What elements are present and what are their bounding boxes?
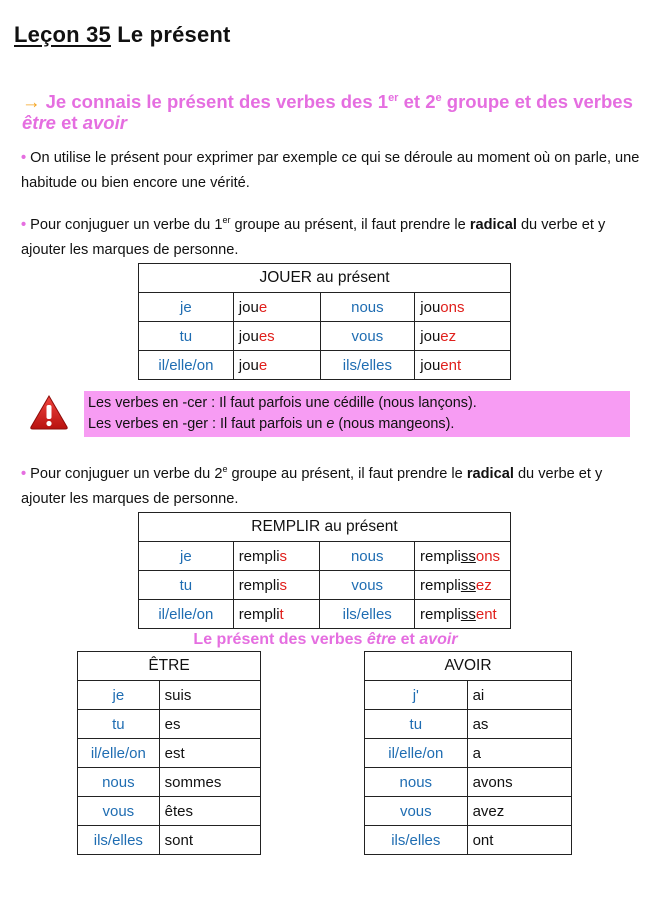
verb-infix: ss xyxy=(460,547,476,565)
group1-radical: radical xyxy=(469,217,517,233)
table-row xyxy=(78,681,261,710)
pronoun-cell: il/elle/on xyxy=(365,739,468,768)
verb-stem: jou xyxy=(420,356,441,374)
verb-cell xyxy=(233,322,320,351)
verb-stem: jou xyxy=(238,298,259,316)
remplir-table xyxy=(138,512,511,629)
verb-cell: avons xyxy=(467,768,571,797)
pronoun-cell: il/elle/on xyxy=(139,351,234,380)
pronoun-cell: ils/elles xyxy=(78,826,160,855)
verb-cell xyxy=(233,542,320,571)
group1-text-a: Pour conjuguer un verbe du 1 xyxy=(30,217,223,233)
pronoun-cell: je xyxy=(139,293,234,322)
verb-cell xyxy=(415,600,511,629)
verb-cell xyxy=(233,600,320,629)
etre-table-header: ÊTRE xyxy=(78,652,261,681)
verb-stem: rempli xyxy=(420,547,461,565)
verb-ending: es xyxy=(258,327,275,345)
verb-cell: ont xyxy=(467,826,571,855)
table-header-row xyxy=(365,652,572,681)
table-row xyxy=(365,768,572,797)
table-row xyxy=(139,322,511,351)
heading-text-start: Je connais le présent des verbes des 1 xyxy=(45,91,389,112)
verb-stem: rempli xyxy=(420,605,461,623)
verb-ending: e xyxy=(258,356,268,374)
subtitle-and: et xyxy=(396,631,420,648)
warning-box xyxy=(84,391,630,437)
pronoun-cell: ils/elles xyxy=(365,826,468,855)
verb-cell xyxy=(415,293,511,322)
table-row xyxy=(78,797,261,826)
table-row xyxy=(139,351,511,380)
verb-stem: rempli xyxy=(238,605,280,623)
verb-ending: ez xyxy=(475,576,492,594)
verb-cell xyxy=(233,293,320,322)
warning-line-2-b: (nous mangeons). xyxy=(334,416,455,432)
group1-sup: er xyxy=(222,215,231,226)
table-row xyxy=(365,710,572,739)
subtitle-verb-avoir: avoir xyxy=(419,631,458,648)
pronoun-cell: vous xyxy=(365,797,468,826)
verb-cell xyxy=(415,322,511,351)
intro-text: On utilise le présent pour exprimer par exemple ce qui se déroule au moment où on parle, une habitude ou bien encore une vérité. xyxy=(21,150,640,191)
bullet-icon: • xyxy=(21,150,27,166)
table-row xyxy=(139,293,511,322)
table-row xyxy=(78,826,261,855)
jouer-table-header: JOUER au présent xyxy=(139,264,511,293)
avoir-table-header: AVOIR xyxy=(365,652,572,681)
pronoun-cell: tu xyxy=(139,322,234,351)
verb-stem: jou xyxy=(238,356,259,374)
table-row xyxy=(139,600,511,629)
pronoun-cell: je xyxy=(78,681,160,710)
pronoun-cell: ils/elles xyxy=(320,351,415,380)
verb-ending: ent xyxy=(475,605,497,623)
table-header-row xyxy=(139,513,511,542)
group1-text-c: du verbe et y ajouter les marques de personne. xyxy=(21,217,606,258)
group2-text-a: Pour conjuguer un verbe du 2 xyxy=(30,466,223,482)
arrow-icon: → xyxy=(22,91,41,112)
heading-sup-1: er xyxy=(388,91,399,104)
lesson-number: Leçon 35 xyxy=(14,22,111,47)
verb-stem: jou xyxy=(420,298,441,316)
warning-line-2-em: e xyxy=(326,416,335,432)
heading-and: et xyxy=(55,112,83,133)
pronoun-cell: nous xyxy=(320,293,415,322)
verb-ending: s xyxy=(279,576,288,594)
page-title xyxy=(14,22,231,48)
verb-cell: avez xyxy=(467,797,571,826)
table-row xyxy=(78,739,261,768)
avoir-table xyxy=(364,651,572,855)
pronoun-cell: vous xyxy=(320,571,415,600)
verb-ending: ons xyxy=(475,547,501,565)
warning-line-2 xyxy=(88,414,630,435)
verb-cell xyxy=(415,571,511,600)
verb-cell: sont xyxy=(159,826,260,855)
table-row xyxy=(365,739,572,768)
group2-text-c: du verbe et y ajouter les marques de personne. xyxy=(21,466,603,507)
pronoun-cell: il/elle/on xyxy=(139,600,234,629)
pronoun-cell: tu xyxy=(139,571,234,600)
heading-verb-avoir: avoir xyxy=(82,112,127,133)
pronoun-cell: tu xyxy=(78,710,160,739)
pronoun-cell: ils/elles xyxy=(320,600,415,629)
heading-verb-etre: être xyxy=(22,112,56,133)
verb-ending: ons xyxy=(440,298,465,316)
verb-ending: t xyxy=(279,605,284,623)
pronoun-cell: nous xyxy=(365,768,468,797)
verb-cell xyxy=(233,351,320,380)
verb-stem: rempli xyxy=(420,576,461,594)
section-heading xyxy=(22,91,637,133)
group1-text-b: groupe au présent, il faut prendre le xyxy=(230,217,470,233)
verb-stem: rempli xyxy=(238,576,280,594)
warning-line-2-a: Les verbes en -ger : Il faut parfois un xyxy=(88,416,327,432)
verb-stem: jou xyxy=(238,327,259,345)
warning-triangle-icon xyxy=(29,394,69,430)
group2-text-b: groupe au présent, il faut prendre le xyxy=(227,466,467,482)
intro-paragraph xyxy=(21,146,641,195)
heading-sup-2: e xyxy=(435,91,442,104)
subtitle-text: Le présent des verbes xyxy=(193,631,367,648)
table-row xyxy=(78,710,261,739)
table-row xyxy=(365,797,572,826)
verb-infix: ss xyxy=(460,576,476,594)
jouer-table xyxy=(138,263,511,380)
verb-ending: ez xyxy=(440,327,457,345)
bullet-icon: • xyxy=(21,217,27,233)
table-row xyxy=(365,826,572,855)
group2-sup: e xyxy=(222,464,228,475)
verb-cell xyxy=(233,571,320,600)
verb-stem: jou xyxy=(420,327,441,345)
verb-infix: ss xyxy=(460,605,476,623)
group2-paragraph xyxy=(21,462,641,511)
verb-cell xyxy=(415,351,511,380)
pronoun-cell: tu xyxy=(365,710,468,739)
pronoun-cell: il/elle/on xyxy=(78,739,160,768)
table-header-row xyxy=(139,264,511,293)
verb-cell: ai xyxy=(467,681,571,710)
pronoun-cell: nous xyxy=(78,768,160,797)
bullet-icon: • xyxy=(21,466,27,482)
verb-cell xyxy=(415,542,511,571)
pronoun-cell: vous xyxy=(320,322,415,351)
table-row xyxy=(365,681,572,710)
pronoun-cell: je xyxy=(139,542,234,571)
verb-stem: rempli xyxy=(238,547,280,565)
heading-text-end: groupe et des verbes xyxy=(441,91,633,112)
pronoun-cell: nous xyxy=(320,542,415,571)
remplir-table-header: REMPLIR au présent xyxy=(139,513,511,542)
verb-cell: êtes xyxy=(159,797,260,826)
etre-table xyxy=(77,651,261,855)
table-row xyxy=(139,542,511,571)
verb-cell: es xyxy=(159,710,260,739)
verb-cell: est xyxy=(159,739,260,768)
verb-cell: sommes xyxy=(159,768,260,797)
warning-line-1: Les verbes en -cer : Il faut parfois une cédille (nous lançons). xyxy=(88,395,477,411)
verb-ending: ent xyxy=(440,356,462,374)
table-header-row xyxy=(78,652,261,681)
verb-cell: suis xyxy=(159,681,260,710)
pronoun-cell: j' xyxy=(365,681,468,710)
group2-radical: radical xyxy=(466,466,514,482)
etre-avoir-subtitle xyxy=(0,631,651,649)
table-row xyxy=(139,571,511,600)
table-row xyxy=(78,768,261,797)
pronoun-cell: vous xyxy=(78,797,160,826)
subtitle-verb-etre: être xyxy=(366,631,397,648)
verb-ending: s xyxy=(279,547,288,565)
heading-text-mid: et 2 xyxy=(398,91,436,112)
verb-cell: as xyxy=(467,710,571,739)
group1-paragraph xyxy=(21,213,641,262)
verb-cell: a xyxy=(467,739,571,768)
verb-ending: e xyxy=(258,298,268,316)
lesson-subject: Le présent xyxy=(117,22,231,47)
